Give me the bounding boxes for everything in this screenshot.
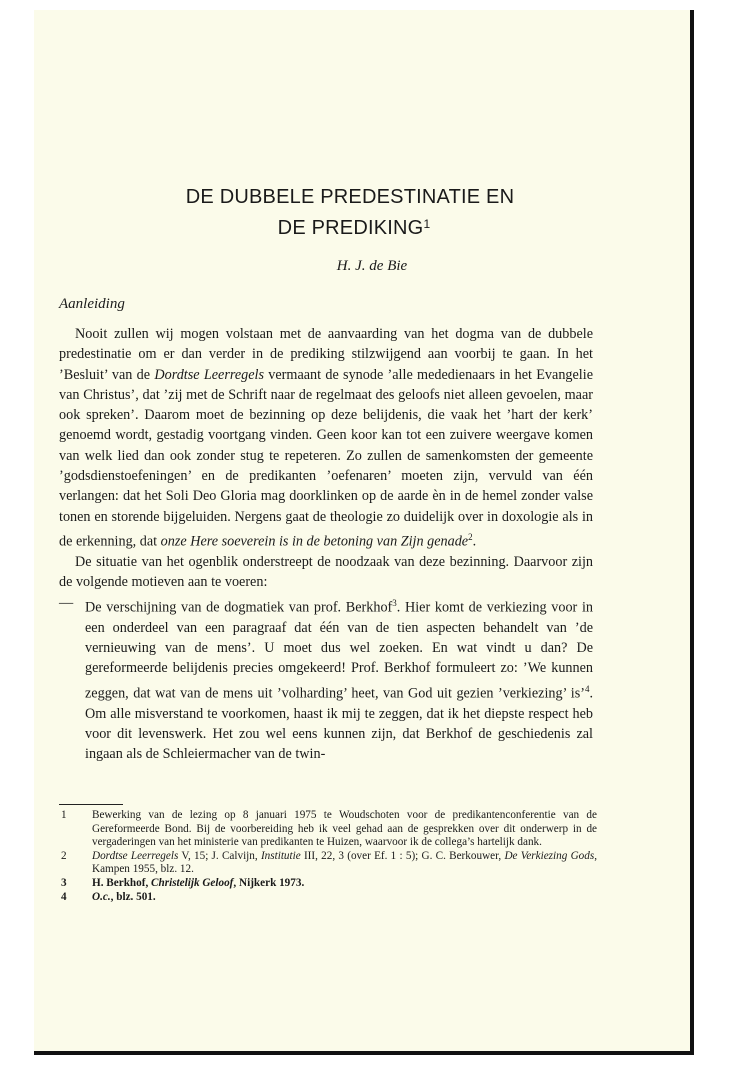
page bbox=[34, 10, 694, 1055]
footnote-divider bbox=[59, 804, 123, 805]
footnote-ref-3[interactable]: 3 bbox=[392, 597, 397, 608]
footnote-text: O.c., blz. 501. bbox=[92, 890, 156, 903]
footnote-4 bbox=[59, 891, 597, 905]
author: H. J. de Bie bbox=[336, 258, 408, 274]
article-title-cont bbox=[26, 217, 682, 240]
footnote-ref-2[interactable]: 2 bbox=[468, 531, 473, 542]
paragraph-2: De situatie van het ogenblik onderstreept de noodzaak van deze bezinning. Daarvoor zijn de volgende motieven aan te voeren: bbox=[59, 554, 593, 591]
title-footnote-ref[interactable]: 1 bbox=[423, 217, 431, 231]
footnote-number: 2 bbox=[61, 849, 67, 862]
footnote-1 bbox=[59, 809, 597, 850]
footnote-3 bbox=[59, 877, 597, 891]
footnote-ref-4[interactable]: 4 bbox=[584, 683, 590, 694]
footnote-text: Dordtse Leerregels V, 15; J. Calvijn, Institutie III, 22, 3 (over Ef. 1 : 5); G. C. Berkouwer, De Verkiezing Gods, Kampen 1955, blz. 12. bbox=[92, 849, 597, 876]
list-item bbox=[59, 593, 593, 765]
paragraph-1: Nooit zullen wij mogen volstaan met de aanvaarding van het dogma van de dubbele predestinatie om er dan verder in de prediking stilzwijgend aan voorbij te gaan. In het ’Besluit’ van de Dordtse Leerregels vermaant de synode ’alle mededienaars in het Evangelie van Christus’, dat ’zij met de Schrift naar de regelmaat des geloofs niet alleen gevoelen, maar ook spreken’. Daarom moet de bezinning op deze belijdenis, die vaak het ’hart der kerk’ genoemd wordt, gestadig voortgang vinden. Geen koor kan tot een zuivere weergave komen van welk lied dan ook zonder stug te repeteren. Zo zullen de samenkomsten der gemeente ’godsdienstoefeningen’ en de predikanten ’oefenaren’ moeten zijn, vervuld van één verlangen: dat het Soli Deo Gloria mag doorklinken op de aarde èn in de hemel zonder valse tonen en storende bijgeluiden. Nergens gaat de theologie zo duidelijk over in doxologie als in de erkenning, dat onze Here soeverein is in de betoning van Zijn genade$^2$. bbox=[59, 326, 593, 550]
article-title bbox=[22, 186, 678, 209]
section-heading: Aanleiding bbox=[59, 296, 125, 312]
list-item-text: De verschijning van de dogmatiek van prof. Berkhof$^3$. Hier komt de verkiezing voor in een onderdeel van een paragraaf dat één van de tien aspecten behandelt van ’de vernieuwing van de mens’. U moet dus wel zoeken. En wat vindt u dan? De gereformeerde belijdenis precies omgekeerd! Prof. Berkhof formuleert zo: ’We kunnen zeggen, dat wat van de mens uit ’volharding’ heet, van God uit gezien ’verkiezing’ is’$^4$. Om alle misverstand te voorkomen, haast ik mij te zeggen, dat ik het diepste respect heb voor dit levenswerk. Het zou wel eens kunnen zijn, dat Berkhof de geschiedenis zal ingaan als de Schleiermacher van de twin- bbox=[85, 597, 593, 763]
footnote-number: 3 bbox=[61, 876, 67, 889]
footnote-2 bbox=[59, 850, 597, 877]
title-line-2: DE PREDIKING bbox=[277, 217, 424, 239]
footnotes bbox=[59, 809, 597, 904]
author-line bbox=[34, 258, 690, 275]
title-line-1: DE DUBBELE PREDESTINATIE EN bbox=[185, 186, 515, 208]
dash-bullet: — bbox=[59, 594, 74, 611]
footnote-number: 4 bbox=[61, 890, 67, 903]
footnote-text: H. Berkhof, Christelijk Geloof, Nijkerk 1973. bbox=[92, 876, 305, 889]
footnote-text: Bewerking van de lezing op 8 januari 1975 te Woudschoten voor de predikantenconferentie van de Gereformeerde Bond. Bij de voorbereiding heb ik veel gehad aan de gesprekken over dit onderwerp in de vergaderingen van het ministerie van predikanten te Huizen, waarvoor ik de collega’s hartelijk dank. bbox=[92, 809, 597, 849]
article-body bbox=[59, 324, 593, 764]
footnote-number: 1 bbox=[61, 809, 67, 821]
